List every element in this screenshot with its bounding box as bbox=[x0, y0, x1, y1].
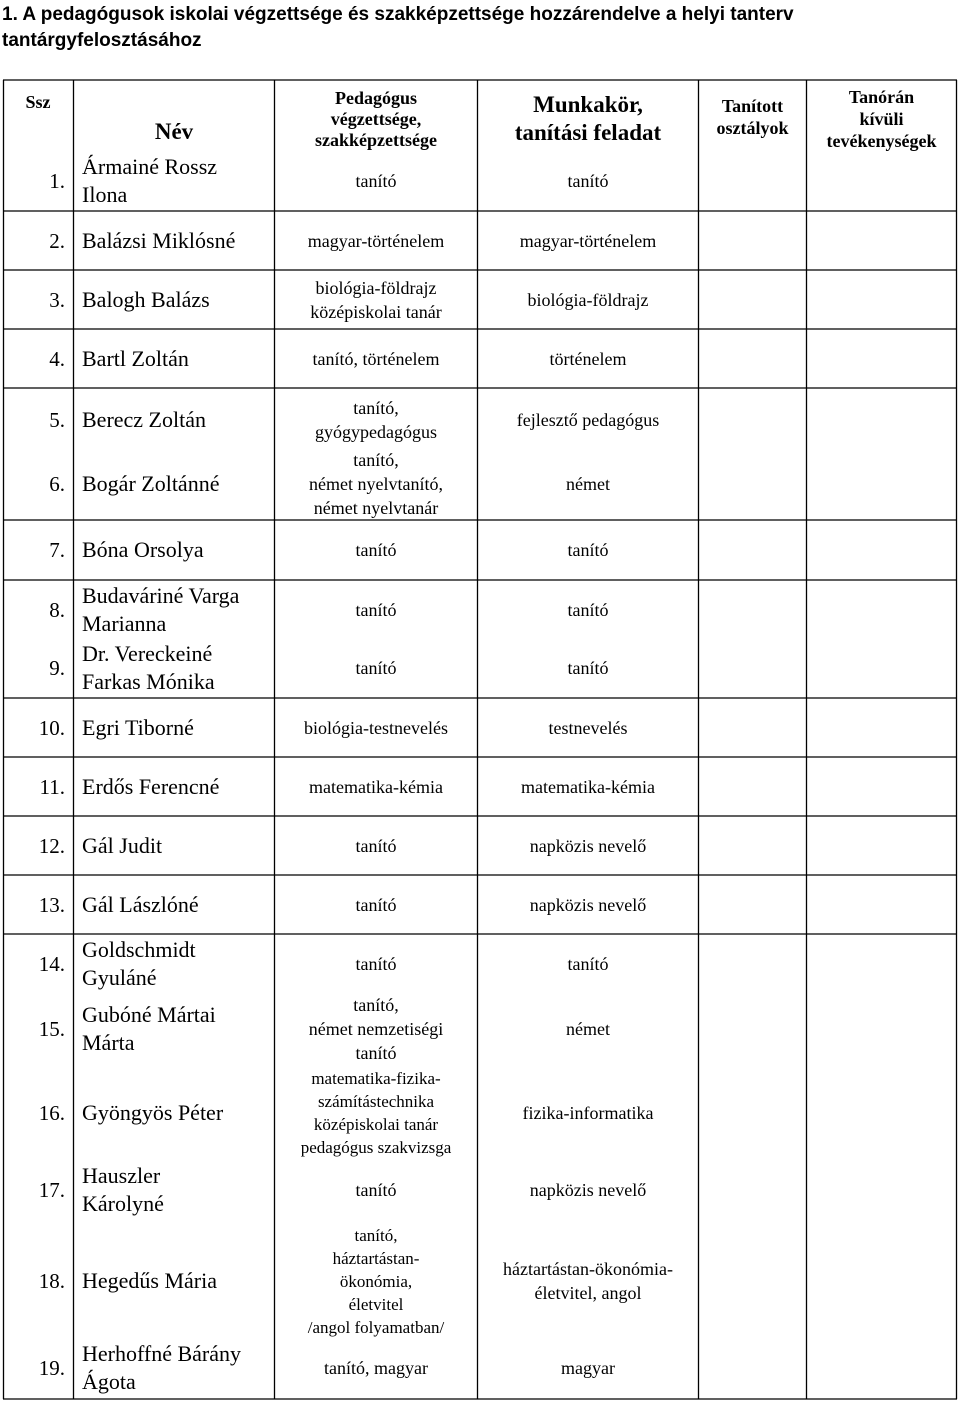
row-qualification-text: tanító bbox=[355, 836, 397, 856]
row-qualification-text: német nemzetiségi bbox=[308, 1019, 444, 1039]
row-role bbox=[479, 1340, 697, 1396]
row-role-text: tanító bbox=[567, 171, 609, 191]
row-qualification-text: tanító, bbox=[353, 450, 399, 470]
header-line: végzettsége, bbox=[330, 108, 422, 129]
row-qualification bbox=[276, 994, 476, 1064]
row-qualification-text: tanító, magyar bbox=[324, 1358, 428, 1378]
row-name-text: Herhoffné Bárány bbox=[82, 1341, 242, 1366]
row-qualification-text: biológia-földrajz bbox=[315, 278, 437, 298]
row-name-text: Marianna bbox=[82, 611, 167, 636]
header-osztalyok bbox=[700, 92, 805, 142]
row-name-text: Márta bbox=[82, 1030, 135, 1055]
row-name-text: Balázsi Miklósné bbox=[82, 228, 236, 253]
row-qualification-text: magyar-történelem bbox=[307, 231, 445, 251]
row-number bbox=[5, 818, 71, 874]
row-number bbox=[5, 1222, 71, 1340]
row-number-text: 11. bbox=[39, 774, 65, 799]
row-qualification-text: matematika-kémia bbox=[309, 777, 443, 797]
row-qualification bbox=[276, 332, 476, 386]
row-role bbox=[479, 522, 697, 578]
row-qualification-text: tanító bbox=[355, 1180, 397, 1200]
row-role bbox=[479, 332, 697, 386]
row-name-text: Balogh Balázs bbox=[82, 287, 210, 312]
row-role bbox=[479, 877, 697, 933]
row-name-text: Hauszler bbox=[82, 1163, 161, 1188]
header-line: kívüli bbox=[859, 109, 904, 129]
row-name bbox=[82, 818, 272, 874]
row-name-text: Gyöngyös Péter bbox=[82, 1100, 224, 1125]
row-role-text: német bbox=[566, 474, 610, 494]
row-qualification-text: német nyelvtanár bbox=[313, 498, 439, 518]
row-number bbox=[5, 522, 71, 578]
row-role-text: napközis nevelő bbox=[529, 895, 647, 915]
row-qualification-text: tanító bbox=[355, 954, 397, 974]
row-number-text: 17. bbox=[38, 1177, 65, 1202]
header-munkakor bbox=[479, 89, 697, 149]
row-number bbox=[5, 450, 71, 518]
row-name bbox=[82, 450, 272, 518]
row-number bbox=[5, 877, 71, 933]
row-qualification-text: tanító bbox=[355, 600, 397, 620]
row-number-text: 14. bbox=[38, 951, 65, 976]
row-qualification bbox=[276, 818, 476, 874]
row-qualification-text: tanító bbox=[355, 895, 397, 915]
row-qualification-text: középiskolai tanár bbox=[313, 1115, 439, 1134]
row-name-text: Ármainé Rossz bbox=[82, 154, 218, 179]
row-name-text: Erdős Ferencné bbox=[82, 774, 220, 799]
row-qualification bbox=[276, 640, 476, 696]
row-name bbox=[82, 936, 272, 992]
row-name-text: Gyuláné bbox=[82, 965, 157, 990]
row-role-text: magyar-történelem bbox=[519, 231, 657, 251]
row-qualification bbox=[276, 936, 476, 992]
row-role-text: német bbox=[566, 1019, 610, 1039]
row-qualification bbox=[276, 450, 476, 518]
row-role-text: matematika-kémia bbox=[521, 777, 655, 797]
row-role bbox=[479, 1222, 697, 1340]
row-number bbox=[5, 1066, 71, 1160]
header-line: tanítási feladat bbox=[514, 120, 662, 145]
row-role-text: tanító bbox=[567, 658, 609, 678]
header-nev bbox=[76, 112, 272, 152]
row-qualification bbox=[276, 272, 476, 328]
row-qualification-text: tanító, történelem bbox=[312, 349, 440, 369]
row-number-text: 19. bbox=[38, 1355, 65, 1380]
row-number bbox=[5, 332, 71, 386]
row-role-text: életvitel, angol bbox=[534, 1283, 642, 1303]
row-name-text: Bóna Orsolya bbox=[82, 537, 204, 562]
row-role bbox=[479, 1160, 697, 1220]
row-qualification bbox=[276, 759, 476, 815]
row-qualification bbox=[276, 877, 476, 933]
row-number-text: 12. bbox=[38, 833, 65, 858]
header-line: osztályok bbox=[716, 118, 789, 138]
row-name bbox=[82, 700, 272, 756]
header-line: Pedagógus bbox=[334, 87, 417, 108]
row-qualification-text: tanító bbox=[355, 171, 397, 191]
row-role-text: fejlesztő pedagógus bbox=[516, 410, 660, 430]
header-ssz bbox=[5, 92, 71, 142]
row-name bbox=[82, 214, 272, 268]
row-number-text: 1. bbox=[49, 168, 65, 193]
row-qualification-text: pedagógus szakvizsga bbox=[300, 1138, 452, 1157]
header-nev-label: Név bbox=[154, 119, 194, 144]
row-number bbox=[5, 272, 71, 328]
row-role bbox=[479, 759, 697, 815]
row-qualification-text: tanító, bbox=[353, 398, 399, 418]
row-number-text: 10. bbox=[38, 715, 65, 740]
row-name bbox=[82, 640, 272, 696]
row-qualification bbox=[276, 214, 476, 268]
row-number bbox=[5, 994, 71, 1064]
row-number-text: 16. bbox=[38, 1100, 65, 1125]
row-qualification bbox=[276, 1340, 476, 1396]
row-qualification-text: biológia-testnevelés bbox=[304, 718, 448, 738]
row-role-text: háztartástan-ökonómia- bbox=[503, 1259, 673, 1279]
row-qualification-text: matematika-fizika- bbox=[311, 1069, 441, 1088]
row-number-text: 7. bbox=[49, 537, 65, 562]
row-name bbox=[82, 994, 272, 1064]
row-qualification-text: ökonómia, bbox=[339, 1271, 413, 1291]
row-number-text: 6. bbox=[49, 471, 65, 496]
row-name bbox=[82, 390, 272, 450]
row-name-text: Bogár Zoltánné bbox=[82, 471, 220, 496]
row-qualification-text: életvitel bbox=[348, 1294, 404, 1314]
row-role-text: tanító bbox=[567, 540, 609, 560]
title-line: 1. A pedagógusok iskolai végzettsége és szakképzettsége hozzárendelve a helyi tanterv bbox=[2, 4, 794, 25]
row-qualification bbox=[276, 522, 476, 578]
row-role bbox=[479, 214, 697, 268]
row-role bbox=[479, 936, 697, 992]
row-role bbox=[479, 818, 697, 874]
row-number-text: 9. bbox=[49, 655, 65, 680]
row-name-text: Egri Tiborné bbox=[82, 715, 194, 740]
header-line: szakképzettsége bbox=[315, 129, 437, 150]
row-number bbox=[5, 582, 71, 638]
row-qualification-text: gyógypedagógus bbox=[315, 422, 437, 442]
row-role bbox=[479, 700, 697, 756]
row-name bbox=[82, 152, 272, 210]
row-role-text: történelem bbox=[549, 349, 627, 369]
row-qualification bbox=[276, 700, 476, 756]
row-qualification-text: tanító, bbox=[354, 1225, 398, 1245]
row-name-text: Goldschmidt bbox=[82, 937, 196, 962]
row-role bbox=[479, 640, 697, 696]
row-name-text: Dr. Vereckeiné bbox=[82, 641, 213, 666]
header-line: Tanórán bbox=[848, 87, 915, 107]
title-line: tantárgyfelosztásához bbox=[2, 30, 202, 51]
row-role bbox=[479, 152, 697, 210]
row-qualification bbox=[276, 1160, 476, 1220]
row-role-text: napközis nevelő bbox=[529, 836, 647, 856]
row-name-text: Berecz Zoltán bbox=[82, 407, 206, 432]
row-role bbox=[479, 272, 697, 328]
row-qualification-text: tanító, bbox=[353, 995, 399, 1015]
header-vegzettseg bbox=[276, 84, 476, 154]
row-role-text: fizika-informatika bbox=[522, 1103, 654, 1123]
row-role bbox=[479, 450, 697, 518]
row-qualification bbox=[276, 582, 476, 638]
row-role bbox=[479, 1066, 697, 1160]
row-role-text: tanító bbox=[567, 600, 609, 620]
row-name-text: Ágota bbox=[82, 1369, 136, 1394]
row-number bbox=[5, 1340, 71, 1396]
row-number bbox=[5, 152, 71, 210]
row-number bbox=[5, 759, 71, 815]
row-qualification bbox=[276, 152, 476, 210]
row-role-text: tanító bbox=[567, 954, 609, 974]
row-number bbox=[5, 214, 71, 268]
row-name-text: Farkas Mónika bbox=[82, 669, 215, 694]
row-number-text: 8. bbox=[49, 597, 65, 622]
row-name-text: Hegedűs Mária bbox=[82, 1268, 218, 1293]
row-name-text: Budaváriné Varga bbox=[82, 583, 240, 608]
row-number bbox=[5, 1160, 71, 1220]
header-line: Tanított bbox=[721, 96, 784, 116]
row-name-text: Gál Lászlóné bbox=[82, 892, 199, 917]
row-number-text: 18. bbox=[38, 1268, 65, 1293]
row-name-text: Károlyné bbox=[82, 1191, 164, 1216]
row-qualification bbox=[276, 1222, 476, 1340]
row-qualification-text: számítástechnika bbox=[317, 1092, 435, 1111]
row-qualification-text: német nyelvtanító, bbox=[309, 474, 443, 494]
row-qualification-text: tanító bbox=[355, 1043, 397, 1063]
row-role-text: biológia-földrajz bbox=[527, 290, 649, 310]
row-qualification-text: tanító bbox=[355, 540, 397, 560]
header-line: Munkakör, bbox=[533, 92, 643, 117]
row-name bbox=[82, 1222, 272, 1340]
row-role-text: magyar bbox=[561, 1358, 615, 1378]
row-number-text: 2. bbox=[49, 228, 65, 253]
header-ssz-label: Ssz bbox=[25, 92, 51, 112]
row-name bbox=[82, 759, 272, 815]
row-name bbox=[82, 522, 272, 578]
row-role bbox=[479, 390, 697, 450]
row-qualification-text: /angol folyamatban/ bbox=[307, 1317, 445, 1337]
row-number bbox=[5, 390, 71, 450]
row-number bbox=[5, 640, 71, 696]
row-qualification-text: háztartástan- bbox=[332, 1248, 420, 1268]
row-qualification bbox=[276, 1066, 476, 1160]
row-name bbox=[82, 332, 272, 386]
row-qualification-text: tanító bbox=[355, 658, 397, 678]
row-role bbox=[479, 994, 697, 1064]
row-number-text: 5. bbox=[49, 407, 65, 432]
row-number-text: 4. bbox=[49, 346, 65, 371]
row-number-text: 15. bbox=[38, 1016, 65, 1041]
row-name-text: Gál Judit bbox=[82, 833, 163, 858]
row-name-text: Bartl Zoltán bbox=[82, 346, 189, 371]
row-number-text: 3. bbox=[49, 287, 65, 312]
row-name bbox=[82, 1160, 272, 1220]
row-name bbox=[82, 272, 272, 328]
header-line: tevékenységek bbox=[826, 131, 937, 151]
row-number-text: 13. bbox=[38, 892, 65, 917]
row-qualification bbox=[276, 390, 476, 450]
row-name-text: Gubóné Mártai bbox=[82, 1002, 216, 1027]
row-qualification-text: középiskolai tanár bbox=[310, 302, 442, 322]
row-role-text: napközis nevelő bbox=[529, 1180, 647, 1200]
row-name bbox=[82, 1066, 272, 1160]
row-name bbox=[82, 582, 272, 638]
row-number bbox=[5, 936, 71, 992]
row-name bbox=[82, 1340, 272, 1396]
row-name bbox=[82, 877, 272, 933]
row-role bbox=[479, 582, 697, 638]
row-role-text: testnevelés bbox=[548, 718, 628, 738]
row-number bbox=[5, 700, 71, 756]
row-name-text: Ilona bbox=[82, 182, 128, 207]
header-tanoran-kivuli bbox=[808, 84, 955, 154]
